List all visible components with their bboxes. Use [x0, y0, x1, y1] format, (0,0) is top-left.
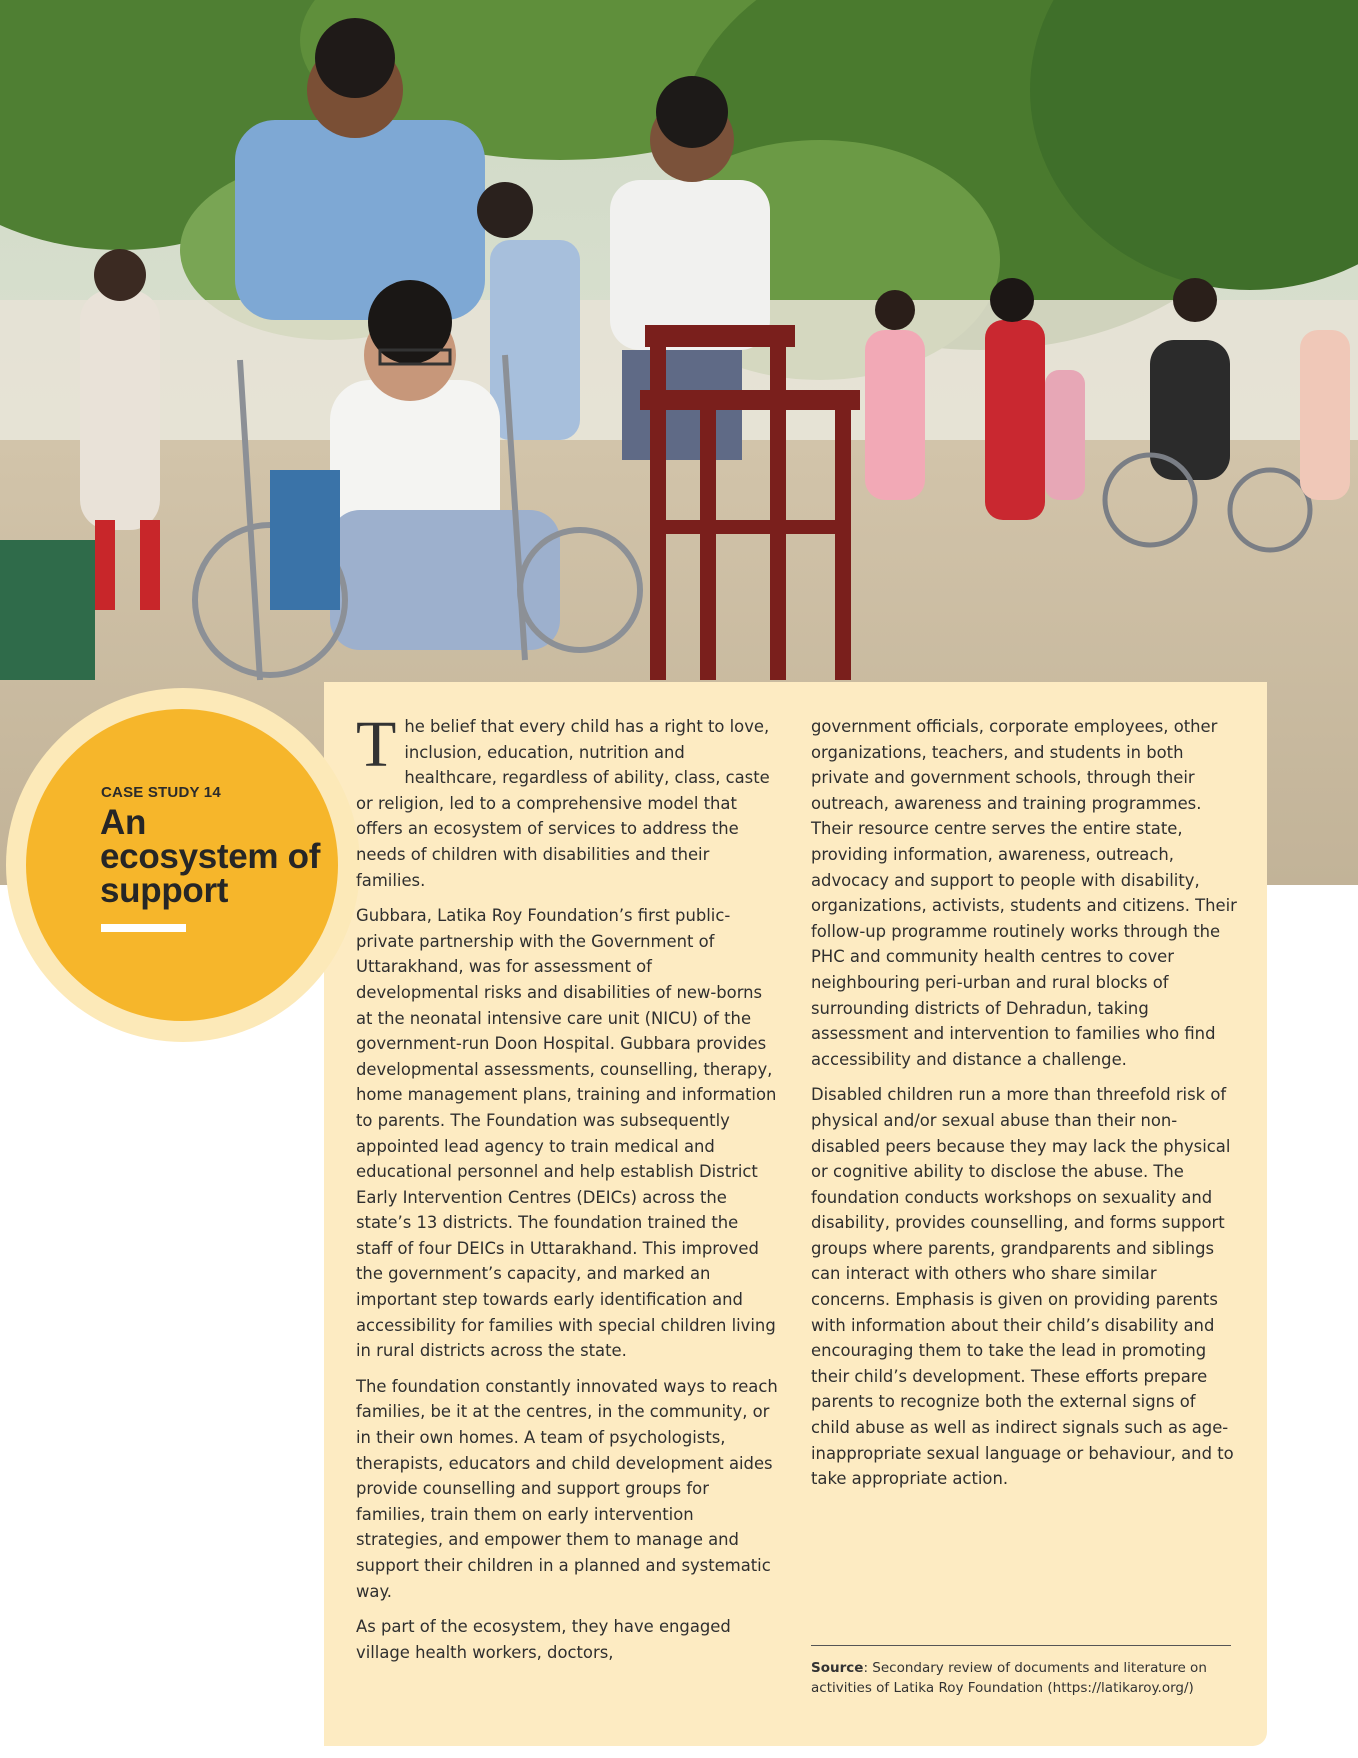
paragraph-ecosystem-continued: government officials, corporate employees, other organizations, teachers, and students in both private and government schools, through their outreach, awareness and training programmes. Their resource centre serves the entire state, providing information, awareness, outreach, advocacy and support to people with disability, organizations, activists, students and citizens. Their follow-up programme routinely works through the PHC and community health centres to cover neighbouring peri-urban and rural blocks of surrounding districts of Dehradun, taking assessment and intervention to families who find accessibility and distance a challenge.	[811, 717, 1237, 1069]
green-cart	[0, 540, 95, 680]
case-study-title: An ecosystem of support	[100, 803, 321, 910]
source-label: Source	[811, 1660, 864, 1676]
paragraph-gubbara: Gubbara, Latika Roy Foundation’s first public-private partnership with the Government of Uttarakhand, was for assessment of developmental risks and disabilities of new-borns at the neonatal intensive care unit (NICU) of the government-run Doon Hospital. Gubbara provides developmental assessments, counselling, therapy, home management plans, training and information to parents. The Foundation was subsequently appointed lead agency to train medical and educational personnel and help establish District Early Intervention Centres (DEICs) across the state’s 13 districts. The foundation trained the staff of four DEICs in Uttarakhand. This improved the government’s capacity, and marked an important step towards early identification and accessibility for families with special children living in rural districts across the state.	[356, 906, 777, 1361]
article-column-right	[811, 714, 1237, 1502]
title-underline	[101, 924, 186, 932]
paragraph-abuse-prevention: Disabled children run a more than threefold risk of physical and/or sexual abuse than their non-disabled peers because they may lack the physical or cognitive ability to disclose the abuse. The foundation conducts workshops on sexuality and disability, provides counselling, and forms support groups where parents, grandparents and siblings can interact with others who share similar concerns. Emphasis is given on providing parents with information about their child’s disability and encouraging them to take the lead in promoting their child’s development. These efforts prepare parents to recognize both the external signs of child abuse as well as indirect signals such as age-inappropriate sexual language or behaviour, and to take appropriate action.	[811, 1085, 1234, 1489]
source-text: : Secondary review of documents and literature on activities of Latika Roy Foundation (https://latikaroy.org/)	[811, 1660, 1207, 1696]
source-divider	[811, 1645, 1231, 1646]
source-note	[811, 1658, 1231, 1698]
paragraph-intro-text: he belief that every child has a right to love, inclusion, education, nutrition and healthcare, regardless of ability, class, caste or religion, led to a comprehensive model that offers an ecosystem of services to address the needs of children with disabilities and their families.	[356, 717, 770, 890]
paragraph-ecosystem-start: As part of the ecosystem, they have engaged village health workers, doctors,	[356, 1617, 731, 1662]
drop-cap: T	[356, 708, 397, 781]
case-study-label: CASE STUDY 14	[101, 784, 221, 801]
article-column-left	[356, 708, 779, 1675]
paragraph-outreach: The foundation constantly innovated ways to reach families, be it at the centres, in the community, or in their own homes. A team of psychologists, therapists, educators and child development aides provide counselling and support groups for families, train them on early intervention strategies, and empower them to manage and support their children in a planned and systematic way.	[356, 1376, 778, 1601]
paragraph-intro	[356, 708, 779, 893]
